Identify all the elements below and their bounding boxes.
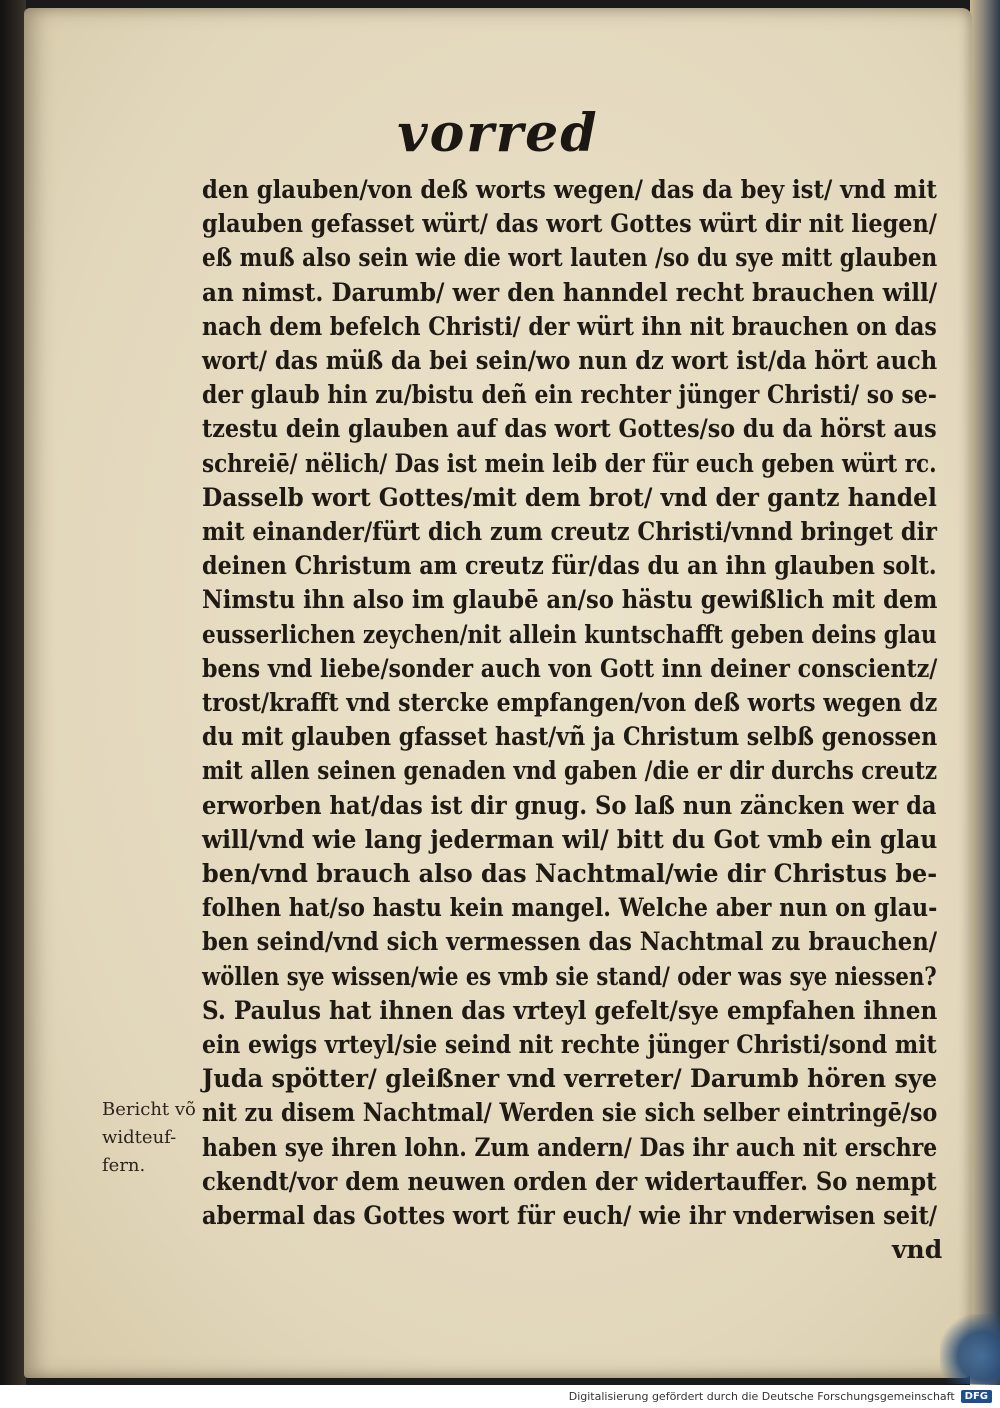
text-line: ben seind/vnd sich vermessen das Nachtmal zu brauchen/ bbox=[202, 927, 938, 957]
body-text bbox=[202, 173, 942, 1268]
text-line: ein ewigs vrteyl/sie seind nit rechte jünger Christi/sond mit bbox=[202, 1030, 937, 1060]
text-line: mit allen seinen genaden vnd gaben /die er dir durchs creutz bbox=[202, 756, 938, 786]
text-line: Dasselb wort Gottes/mit dem brot/ vnd der gantz handel bbox=[202, 482, 937, 512]
text-line: haben sye ihren lohn. Zum andern/ Das ihr auch nit erschre bbox=[202, 1132, 938, 1162]
text-line: der glaub hin zu/bistu deñ ein rechter jünger Christi/ so se- bbox=[202, 380, 937, 410]
text-line: schreiē/ nëlich/ Das ist mein leib der für euch geben würt rc. bbox=[202, 448, 937, 478]
text-line: nit zu disem Nachtmal/ Werden sie sich selber eintringē/so bbox=[202, 1098, 938, 1128]
text-line: ben/vnd brauch also das Nachtmal/wie dir Christus be- bbox=[202, 859, 938, 889]
text-line: wöllen sye wissen/wie es vmb sie stand/ oder was sye niessen? bbox=[202, 961, 937, 991]
text-line: an nimst. Darumb/ wer den hanndel recht brauchen will/ bbox=[202, 277, 938, 307]
text-line: will/vnd wie lang jederman wil/ bitt du Got vmb ein glau bbox=[202, 824, 938, 854]
text-line: erworben hat/das ist dir gnug. So laß nun zäncken wer da bbox=[202, 790, 937, 820]
book-page bbox=[24, 8, 972, 1378]
text-line: vnd bbox=[892, 1235, 943, 1265]
text-line: glauben gefasset würt/ das wort Gottes würt dir nit liegen/ bbox=[202, 209, 937, 239]
text-line: bens vnd liebe/sonder auch von Gott inn deiner conscientz/ bbox=[202, 653, 938, 683]
text-line: tzestu dein glauben auf das wort Gottes/so du da hörst aus bbox=[202, 414, 937, 444]
margin-note-line: widteuf- bbox=[102, 1127, 177, 1148]
dfg-logo: DFG bbox=[961, 1390, 992, 1403]
text-line: den glauben/von deß worts wegen/ das da bey ist/ vnd mit bbox=[202, 175, 937, 204]
margin-note-line: Bericht võ bbox=[102, 1099, 196, 1120]
text-line: mit einander/fürt dich zum creutz Christi/vnnd bringet dir bbox=[202, 517, 937, 547]
footer-credit: Digitalisierung gefördert durch die Deutsche Forschungsgemeinschaft bbox=[568, 1390, 955, 1403]
text-line: Nimstu ihn also im glaubē an/so hästu gewißlich mit dem bbox=[202, 585, 938, 615]
text-line: nach dem befelch Christi/ der würt ihn nit brauchen on das bbox=[202, 311, 937, 341]
text-line: trost/krafft vnd stercke empfangen/von deß worts wegen dz bbox=[202, 688, 938, 718]
text-line: eß muß also sein wie die wort lauten /so du sye mitt glauben bbox=[202, 243, 938, 273]
margin-note bbox=[102, 1096, 212, 1180]
text-line: abermal das Gottes wort für euch/ wie ihr vnderwisen seit/ bbox=[202, 1201, 938, 1231]
text-line: deinen Christum am creutz für/das du an ihn glauben solt. bbox=[202, 551, 937, 581]
text-line: eusserlichen zeychen/nit allein kuntschafft geben deins glau bbox=[202, 619, 937, 649]
page-edge bbox=[970, 0, 1000, 1385]
text-line: Juda spötter/ gleißner vnd verreter/ Darumb hören sye bbox=[202, 1064, 938, 1094]
text-line: S. Paulus hat ihnen das vrteyl gefelt/sye empfahen ihnen bbox=[202, 995, 938, 1025]
blue-cover-corner bbox=[940, 1314, 1000, 1384]
text-line: folhen hat/so hastu kein mangel. Welche aber nun on glau- bbox=[202, 893, 938, 923]
text-line: ckendt/vor dem neuwen orden der widertauffer. So nempt bbox=[202, 1166, 937, 1196]
book-spine bbox=[0, 0, 26, 1385]
footer-bar bbox=[0, 1385, 1000, 1408]
text-line: wort/ das müß da bei sein/wo nun dz wort ist/da hört auch bbox=[202, 346, 938, 376]
text-line: du mit glauben gfasset hast/vñ ja Christum selbß genossen bbox=[202, 722, 938, 752]
margin-note-line: fern. bbox=[102, 1155, 146, 1176]
running-head: vorred bbox=[397, 103, 599, 164]
